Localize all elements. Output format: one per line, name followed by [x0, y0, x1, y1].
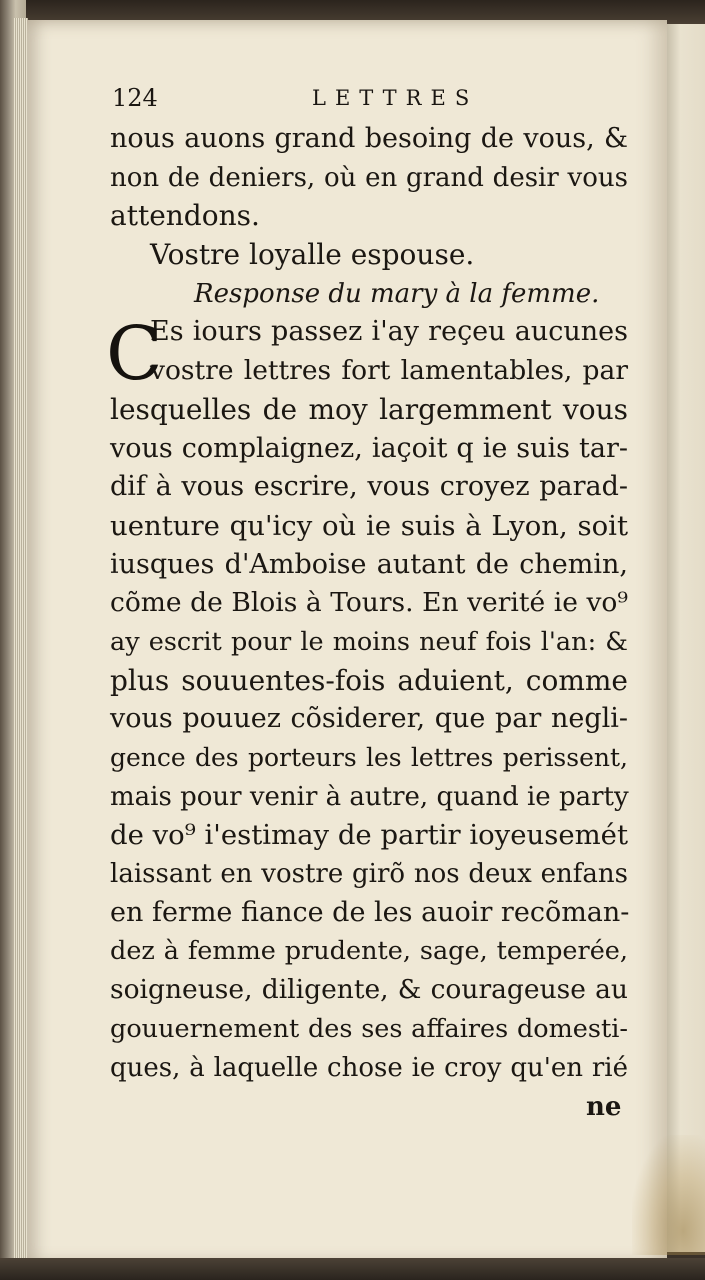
text-line: plus souuentes-fois aduient, comme: [110, 663, 628, 697]
text-line: non de deniers, où en grand desir vous: [110, 162, 628, 193]
drop-capital: C: [106, 311, 163, 398]
book-bottom-edge: [0, 1258, 705, 1280]
text-line: attendons.: [110, 199, 260, 233]
text-line: laissant en vostre girõ nos deux enfans: [110, 859, 628, 890]
text-line: vostre lettres fort lamentables, par: [150, 355, 628, 387]
page-number: 124: [112, 84, 158, 112]
text-line: mais pour venir à autre, quand ie party: [110, 781, 629, 812]
facing-page-edge: [664, 24, 705, 1252]
section-heading: Response du mary à la femme.: [194, 278, 600, 309]
text-line: soigneuse, diligente, & courageuse au: [110, 974, 628, 1006]
text-line: vous pouuez cõsiderer, que par negli-: [110, 703, 628, 735]
page-header: [112, 84, 512, 114]
text-line: ay escrit pour le moins neuf fois l'an: &: [110, 626, 628, 657]
text-line: vous complaignez, iaçoit q ie suis tar-: [110, 432, 628, 464]
text-line: cõme de Blois à Tours. En verité ie vo⁹: [110, 587, 628, 619]
signature-line: Vostre loyalle espouse.: [150, 238, 475, 272]
text-line: ques, à laquelle chose ie croy qu'en rié: [110, 1052, 628, 1083]
water-stain: [632, 1135, 705, 1255]
text-line: dez à femme prudente, sage, temperée,: [110, 936, 628, 967]
text-line: nous auons grand besoing de vous, &: [110, 123, 628, 154]
text-line: Es iours passez i'ay reçeu aucunes: [150, 316, 628, 348]
text-line: en ferme fiance de les auoir recõman-: [110, 896, 630, 928]
text-line: gence des porteurs les lettres perissent,: [110, 743, 628, 772]
dropcap-paragraph-start: [106, 311, 630, 398]
catchword: ne: [586, 1092, 622, 1122]
page-stack-edge: [14, 18, 28, 1263]
text-line: gouuernement des ses affaires domesti-: [110, 1013, 628, 1044]
show-through-ghost: [120, 1093, 460, 1117]
running-title: LETTRES: [312, 86, 479, 110]
text-line: de vo⁹ i'estimay de partir ioyeusemét: [110, 819, 628, 852]
letter-text: [106, 120, 630, 1087]
text-line: uenture qu'icy où ie suis à Lyon, soit: [110, 509, 628, 542]
text-line: iusques d'Amboise autant de chemin,: [110, 548, 628, 580]
text-line: dif à vous escrire, vous croyez parad-: [110, 471, 628, 503]
text-line: lesquelles de moy largemment vous: [110, 392, 628, 426]
